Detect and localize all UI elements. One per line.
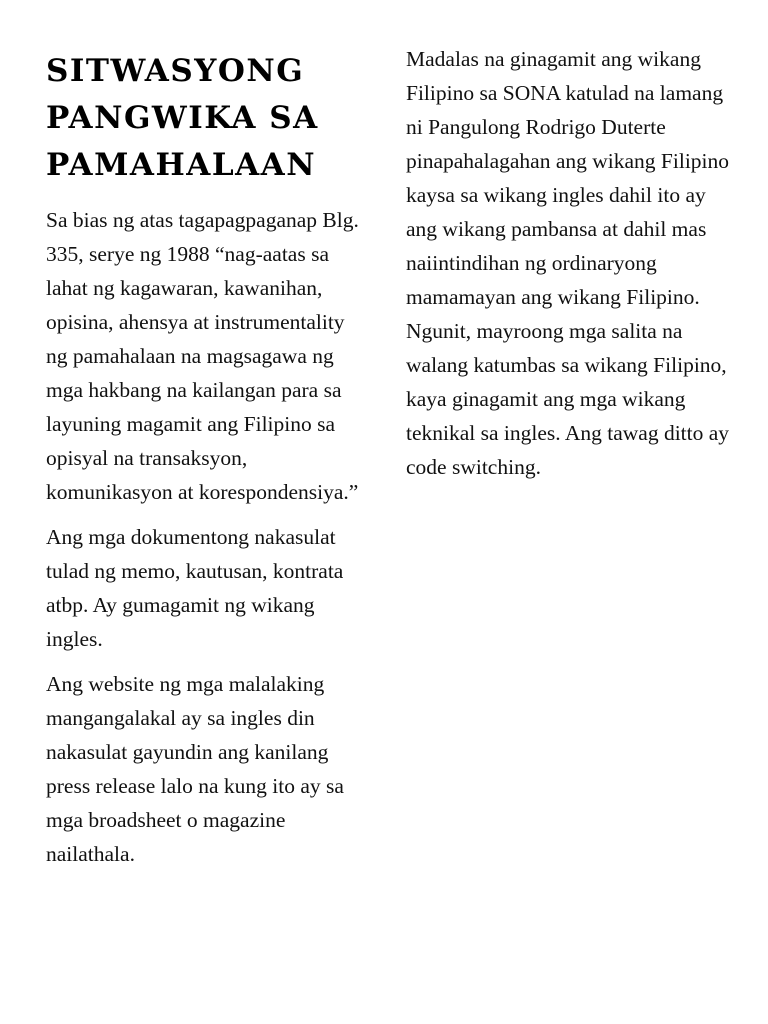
document-title: SITWASYONG PANGWIKA SA PAMAHALAAN [46,53,319,183]
paragraph-executive-order: Sa bias ng atas tagapagpaganap Blg. 335, serye ng 1988 “nag-aatas sa lahat ng kagawaran, kawanihan, opisina, ahensya at instrumentality ng pamahalaan na magsagawa ng mga hakbang na kailangan para sa layuning magamit ang Filipino sa opisyal na transaksyon, komunikasyon at korespondensiya.” [46,208,359,504]
paragraph-business-websites: Ang website ng mga malalaking mangangalakal ay sa ingles din nakasulat gayundin ang kanilang press release lalo na kung ito ay sa mga broadsheet o magazine nailathala. [46,672,344,866]
paragraph-sona-code-switching: Madalas na ginagamit ang wikang Filipino sa SONA katulad na lamang ni Pangulong Rodrigo Duterte pinapahalagahan ang wikang Filipino kaysa sa wikang ingles dahil ito ay ang wikang pambansa at dahil mas naiintindihan ng ordinaryong mamamayan ang wikang Filipino. Ngunit, mayroong mga salita na walang katumbas sa wikang Filipino, kaya ginagamit ang mga wikang teknikal sa ingles. Ang tawag ditto ay code switching. [406,47,730,479]
paragraph-written-documents: Ang mga dokumentong nakasulat tulad ng memo, kautusan, kontrata atbp. Ay gumagamit ng wikang ingles. [46,525,344,651]
left-column [46,46,364,882]
right-column [406,46,734,495]
